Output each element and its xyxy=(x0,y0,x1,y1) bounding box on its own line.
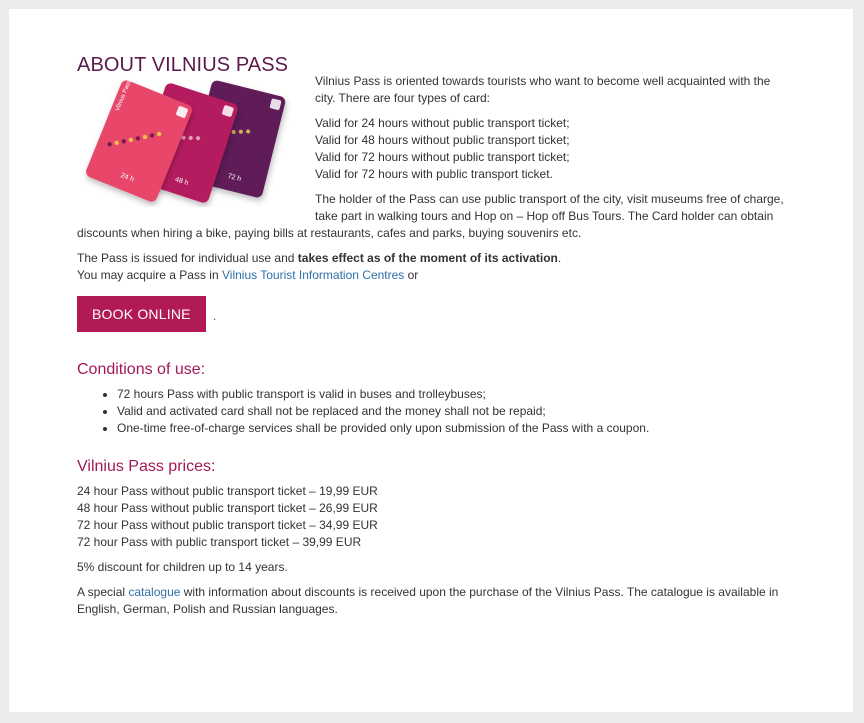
list-item: • One-time free-of-charge services shall be provided only upon submission of the Pass with a coupon. xyxy=(117,420,793,437)
price-item: 72 hour Pass with public transport ticket – 39,99 EUR xyxy=(77,535,362,549)
prices-heading: Vilnius Pass prices: xyxy=(77,458,216,475)
book-row xyxy=(77,296,793,332)
issued-text xyxy=(77,250,793,267)
card-type-item: Valid for 24 hours without public transport ticket; xyxy=(315,116,570,130)
book-trailing-period: . xyxy=(213,309,217,323)
holder-benefits-text: The holder of the Pass can use public transport of the city, visit museums free of charge, take part in walking tours and Hop on – Hop off Bus Tours. The Card holder can obtain discounts when hiring a bike, paying bills at restaurants, cafes and parks, buying souvenirs etc. xyxy=(77,192,784,240)
issued-suffix: . xyxy=(557,251,562,265)
catalogue-prefix: A special xyxy=(77,585,129,599)
conditions-list xyxy=(77,386,793,437)
card-48h-hours: 48 h xyxy=(174,176,190,188)
list-item: • Valid and activated card shall not be replaced and the money shall not be repaid; xyxy=(117,403,793,420)
acquire-text xyxy=(77,267,793,284)
issued-prefix: The Pass is issued for individual use and xyxy=(77,251,298,265)
price-item: 48 hour Pass without public transport ticket – 26,99 EUR xyxy=(77,501,378,515)
catalogue-link[interactable]: catalogue xyxy=(128,585,181,599)
vilnius-pass-cards-image xyxy=(77,79,305,207)
prices-list xyxy=(77,483,793,551)
page-panel xyxy=(9,9,853,712)
card-type-item: Valid for 72 hours without public transport ticket; xyxy=(315,150,570,164)
list-item: • 72 hours Pass with public transport is valid in buses and trolleybuses; xyxy=(117,386,793,403)
book-online-button[interactable]: BOOK ONLINE xyxy=(77,296,206,332)
tourist-centres-link[interactable]: Vilnius Tourist Information Centres xyxy=(221,268,405,282)
price-item: 24 hour Pass without public transport ticket – 19,99 EUR xyxy=(77,484,378,498)
card-type-item: Valid for 72 hours with public transport ticket. xyxy=(315,167,553,181)
catalogue-suffix: with information about discounts is received upon the purchase of the Vilnius Pass. The catalogue is available in English, German, Polish and Russian languages. xyxy=(77,585,779,616)
conditions-heading: Conditions of use: xyxy=(77,361,206,378)
card-type-item: Valid for 48 hours without public transport ticket; xyxy=(315,133,570,147)
acquire-suffix: or xyxy=(404,268,419,282)
catalogue-text xyxy=(77,584,793,618)
card-72h-hours: 72 h xyxy=(226,172,242,184)
card-24h-label: Vilnius Pass xyxy=(114,79,133,112)
card-24h-hours: 24 h xyxy=(119,171,135,184)
issued-bold: takes effect as of the moment of its activation xyxy=(297,251,558,265)
price-item: 72 hour Pass without public transport ticket – 34,99 EUR xyxy=(77,518,378,532)
acquire-prefix: You may acquire a Pass in xyxy=(77,268,222,282)
children-discount-text: 5% discount for children up to 14 years. xyxy=(77,560,288,574)
intro-text: Vilnius Pass is oriented towards tourists who want to become well acquainted with the city. There are four types of card: xyxy=(315,74,771,105)
page-title: ABOUT VILNIUS PASS xyxy=(77,54,289,76)
main-content xyxy=(77,53,793,626)
